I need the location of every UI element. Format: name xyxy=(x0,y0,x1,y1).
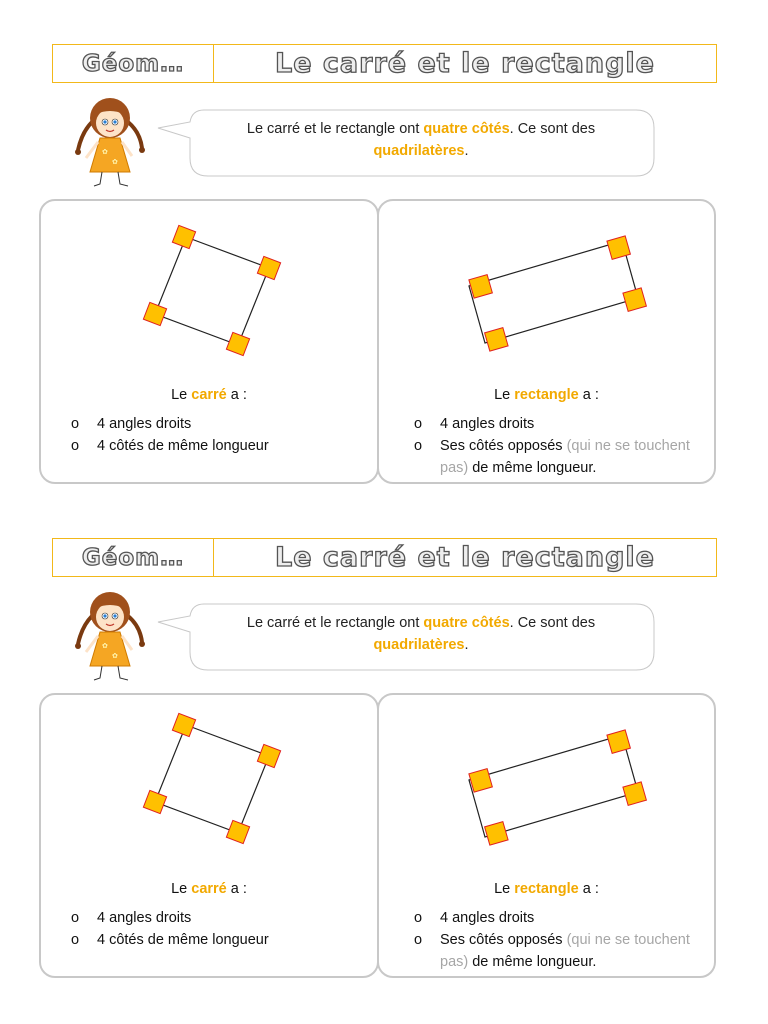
highlight-quatre-cotes: quatre côtés xyxy=(423,615,510,631)
bubble-text-part: Le carré et le rectangle ont xyxy=(246,121,424,137)
bullet-icon: o xyxy=(414,416,423,432)
right-angle-marker-icon xyxy=(172,713,195,736)
rectangle-panel xyxy=(377,199,716,484)
right-angle-marker-icon xyxy=(469,769,493,793)
square-figure xyxy=(41,695,381,875)
list-item xyxy=(414,435,714,479)
girl-illustration-icon xyxy=(70,586,150,682)
right-angle-marker-icon xyxy=(226,332,249,355)
svg-text:✿: ✿ xyxy=(112,652,118,660)
right-angle-marker-icon xyxy=(469,275,493,299)
right-angle-marker-icon xyxy=(485,328,509,352)
girl-illustration-icon xyxy=(70,92,150,188)
caption-keyword: rectangle xyxy=(514,881,579,897)
subject-label: Géom… xyxy=(81,544,185,571)
bullet-icon: o xyxy=(71,416,80,432)
property-text: de même longueur. xyxy=(468,460,597,476)
right-angle-marker-icon xyxy=(623,782,647,806)
property-text: de même longueur. xyxy=(468,954,597,970)
right-angle-marker-icon xyxy=(257,744,280,767)
list-item xyxy=(71,929,269,951)
bubble-text-part: . xyxy=(464,143,469,159)
bullet-icon: o xyxy=(414,438,423,454)
list-item xyxy=(71,907,269,929)
square-caption xyxy=(41,881,377,897)
right-angle-marker-icon xyxy=(607,730,631,754)
bullet-icon: o xyxy=(71,932,80,948)
square-properties xyxy=(71,907,269,951)
property-note: (qui ne se touchent pas) xyxy=(440,932,690,970)
caption-text: Le xyxy=(494,387,515,403)
caption-text: a : xyxy=(578,387,599,403)
caption-keyword: rectangle xyxy=(514,387,579,403)
title-box xyxy=(214,45,716,82)
square-properties xyxy=(71,413,269,457)
highlight-quadrilateres: quadrilatères xyxy=(373,143,465,159)
right-angle-marker-icon xyxy=(623,288,647,312)
caption-text: Le xyxy=(171,387,192,403)
list-item xyxy=(414,413,714,435)
property-text: 4 angles droits xyxy=(440,416,535,432)
rectangle-properties xyxy=(414,907,714,973)
highlight-quadrilateres: quadrilatères xyxy=(373,637,465,653)
square-panel xyxy=(39,693,379,978)
svg-text:✿: ✿ xyxy=(112,158,118,166)
title-box xyxy=(214,539,716,576)
square-panel xyxy=(39,199,379,484)
lesson-title: Le carré et le rectangle xyxy=(275,542,655,573)
rectangle-caption xyxy=(379,387,714,403)
property-text: Ses côtés opposés xyxy=(440,438,567,454)
svg-text:✿: ✿ xyxy=(102,148,108,156)
title-banner xyxy=(52,44,717,83)
bullet-icon: o xyxy=(414,910,423,926)
right-angle-marker-icon xyxy=(143,302,166,325)
caption-text: a : xyxy=(226,881,247,897)
caption-text: Le xyxy=(171,881,192,897)
list-item xyxy=(71,435,269,457)
bubble-text xyxy=(196,612,646,656)
bullet-icon: o xyxy=(71,910,80,926)
bullet-icon: o xyxy=(414,932,423,948)
title-banner xyxy=(52,538,717,577)
subject-box xyxy=(53,45,214,82)
rectangle-properties xyxy=(414,413,714,479)
right-angle-marker-icon xyxy=(172,225,195,248)
list-item xyxy=(71,413,269,435)
bubble-text-part: . Ce sont des xyxy=(509,121,596,137)
right-angle-marker-icon xyxy=(257,256,280,279)
svg-text:✿: ✿ xyxy=(102,642,108,650)
bubble-text xyxy=(196,118,646,162)
square-figure xyxy=(41,201,381,381)
caption-keyword: carré xyxy=(191,881,227,897)
rectangle-figure xyxy=(379,695,718,875)
bubble-text-part: Le carré et le rectangle ont xyxy=(246,615,424,631)
list-item xyxy=(414,929,714,973)
bubble-text-part: . Ce sont des xyxy=(509,615,596,631)
speech-bubble xyxy=(156,602,656,672)
rectangle-figure xyxy=(379,201,718,381)
caption-text: a : xyxy=(226,387,247,403)
property-text: 4 côtés de même longueur xyxy=(97,438,269,454)
property-text: 4 côtés de même longueur xyxy=(97,932,269,948)
speech-bubble xyxy=(156,108,656,178)
rectangle-panel xyxy=(377,693,716,978)
highlight-quatre-cotes: quatre côtés xyxy=(423,121,510,137)
right-angle-marker-icon xyxy=(143,790,166,813)
caption-text: a : xyxy=(578,881,599,897)
right-angle-marker-icon xyxy=(485,822,509,846)
property-text: Ses côtés opposés xyxy=(440,932,567,948)
property-text: 4 angles droits xyxy=(440,910,535,926)
lesson-title: Le carré et le rectangle xyxy=(275,48,655,79)
right-angle-marker-icon xyxy=(226,820,249,843)
right-angle-marker-icon xyxy=(607,236,631,260)
subject-label: Géom… xyxy=(81,50,185,77)
property-text: 4 angles droits xyxy=(97,910,192,926)
lesson-card xyxy=(0,494,768,984)
square-caption xyxy=(41,387,377,403)
property-note: (qui ne se touchent pas) xyxy=(440,438,690,476)
bullet-icon: o xyxy=(71,438,80,454)
caption-text: Le xyxy=(494,881,515,897)
list-item xyxy=(414,907,714,929)
rectangle-caption xyxy=(379,881,714,897)
lesson-card xyxy=(0,0,768,490)
bubble-text-part: . xyxy=(464,637,469,653)
subject-box xyxy=(53,539,214,576)
caption-keyword: carré xyxy=(191,387,227,403)
property-text: 4 angles droits xyxy=(97,416,192,432)
